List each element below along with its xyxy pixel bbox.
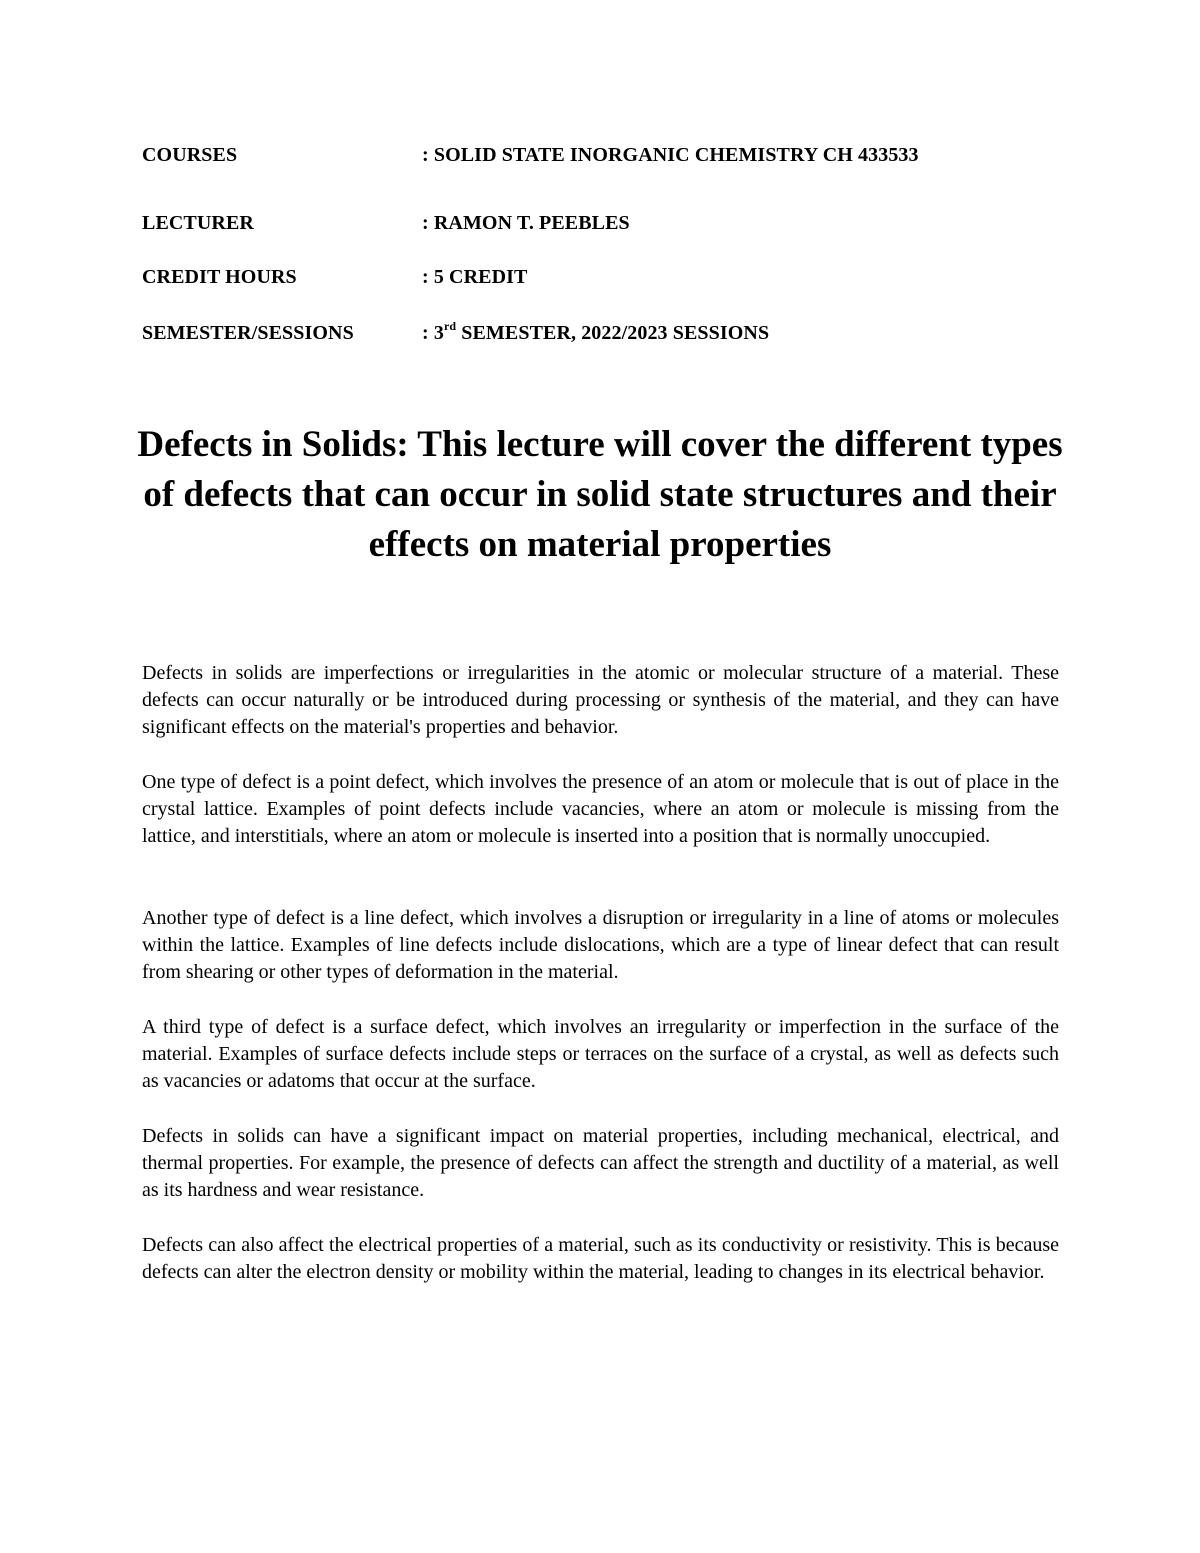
semester-value-prefix: : 3 <box>422 322 444 344</box>
semester-ordinal-suffix: rd <box>443 319 457 334</box>
credit-hours-label: CREDIT HOURS <box>142 266 297 288</box>
semester-value-suffix: SEMESTER, 2022/2023 SESSIONS <box>456 322 770 344</box>
semester-label: SEMESTER/SESSIONS <box>142 322 354 344</box>
paragraph-line-defect: Another type of defect is a line defect, which involves a disruption or irregularity in a line of atoms or molecules within the lattice. Examples of line defects include dislocations, which are a type of linear defect that can result from shearing or other types of deformation in the material. <box>142 907 1059 983</box>
lecturer-label: LECTURER <box>142 212 254 234</box>
lecturer-value: : RAMON T. PEEBLES <box>422 212 630 234</box>
paragraph-intro: Defects in solids are imperfections or irregularities in the atomic or molecular structure of a material. These defects can occur naturally or be introduced during processing or synthesis of the material, and they can have significant effects on the material's properties and behavior. <box>142 662 1059 738</box>
lecture-title: Defects in Solids: This lecture will cover the different types of defects that can occur in solid state structures and their effects on material properties <box>137 424 1063 565</box>
paragraph-point-defect: One type of defect is a point defect, which involves the presence of an atom or molecule that is out of place in the crystal lattice. Examples of point defects include vacancies, where an atom or molecule is missing from the lattice, and interstitials, where an atom or molecule is inserted into a position that is normally unoccupied. <box>142 771 1059 847</box>
paragraph-surface-defect: A third type of defect is a surface defect, which involves an irregularity or imperfection in the surface of the material. Examples of surface defects include steps or terraces on the surface of a crystal, as well as defects such as vacancies or adatoms that occur at the surface. <box>142 1016 1059 1092</box>
paragraph-material-properties: Defects in solids can have a significant impact on material properties, including mechanical, electrical, and thermal properties. For example, the presence of defects can affect the strength and ductility of a material, as well as its hardness and wear resistance. <box>142 1125 1059 1201</box>
courses-value: : SOLID STATE INORGANIC CHEMISTRY CH 433533 <box>422 144 919 166</box>
semester-value <box>422 319 770 345</box>
credit-hours-value: : 5 CREDIT <box>422 266 528 288</box>
paragraph-electrical-properties: Defects can also affect the electrical properties of a material, such as its conductivity or resistivity. This is because defects can alter the electron density or mobility within the material, leading to changes in its electrical behavior. <box>142 1234 1059 1283</box>
courses-label: COURSES <box>142 144 238 166</box>
